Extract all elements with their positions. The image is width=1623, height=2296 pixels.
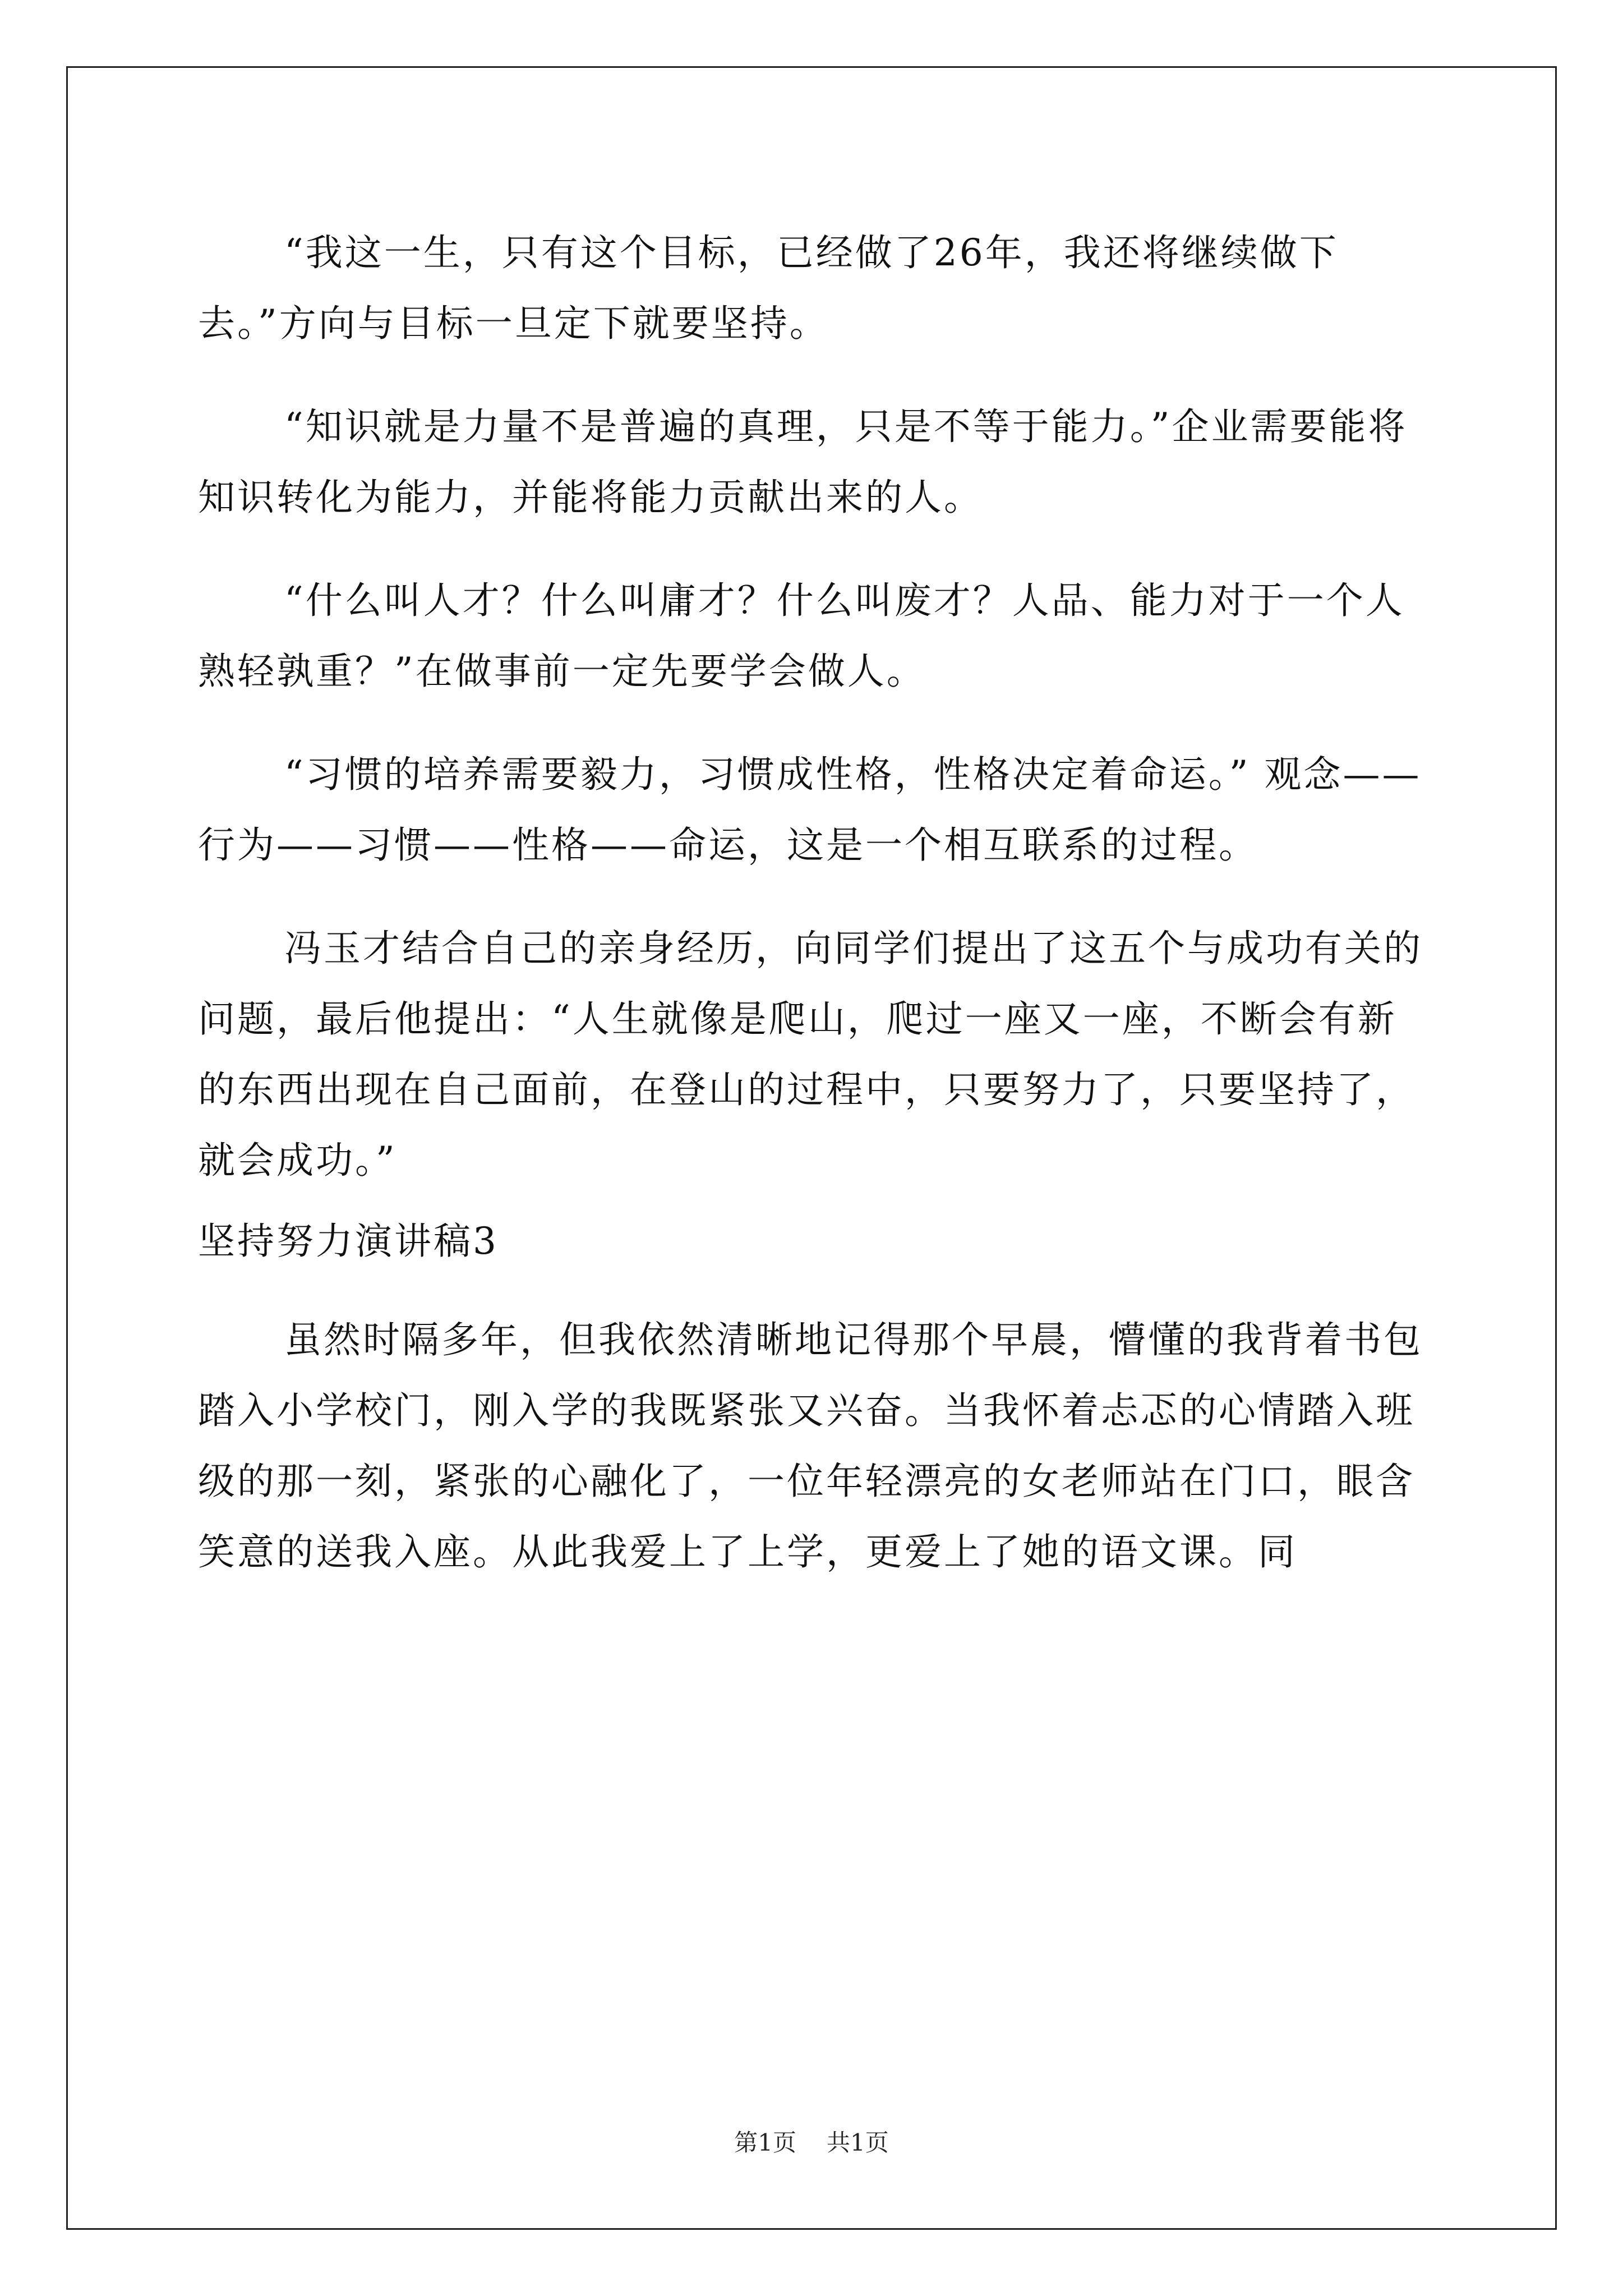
page-footer — [0, 2127, 1623, 2159]
paragraph-3: “什么叫人才？什么叫庸才？什么叫废才？人品、能力对于一个人熟轻孰重？”在做事前一定先要学会做人。 — [198, 579, 1405, 693]
section-heading: 坚持努力演讲稿3 — [198, 1220, 499, 1263]
paragraph-5: 冯玉才结合自己的亲身经历，向同学们提出了这五个与成功有关的问题，最后他提出：“人生就像是爬山，爬过一座又一座，不断会有新的东西出现在自己面前，在登山的过程中，只要努力了，只要坚持了，就会成功。” — [198, 927, 1423, 1182]
paragraph-4: “习惯的培养需要毅力，习惯成性格，性格决定着命运。” 观念——行为——习惯——性格——命运，这是一个相互联系的过程。 — [198, 753, 1422, 867]
paragraph-1: “我这一生，只有这个目标，已经做了26年，我还将继续做下去。”方向与目标一旦定下就要坚持。 — [198, 231, 1339, 345]
section-paragraph: 虽然时隔多年，但我依然清晰地记得那个早晨，懵懂的我背着书包踏入小学校门，刚入学的我既紧张又兴奋。当我怀着忐忑的心情踏入班级的那一刻，紧张的心融化了，一位年轻漂亮的女老师站在门口，眼含笑意的送我入座。从此我爱上了上学，更爱上了她的语文课。同 — [198, 1318, 1423, 1573]
page-number: 第1页 — [734, 2129, 796, 2156]
document-body — [198, 218, 1432, 1620]
page-total: 共1页 — [827, 2129, 889, 2156]
paragraph-2: “知识就是力量不是普遍的真理，只是不等于能力。”企业需要能将知识转化为能力，并能将能力贡献出来的人。 — [198, 405, 1408, 519]
